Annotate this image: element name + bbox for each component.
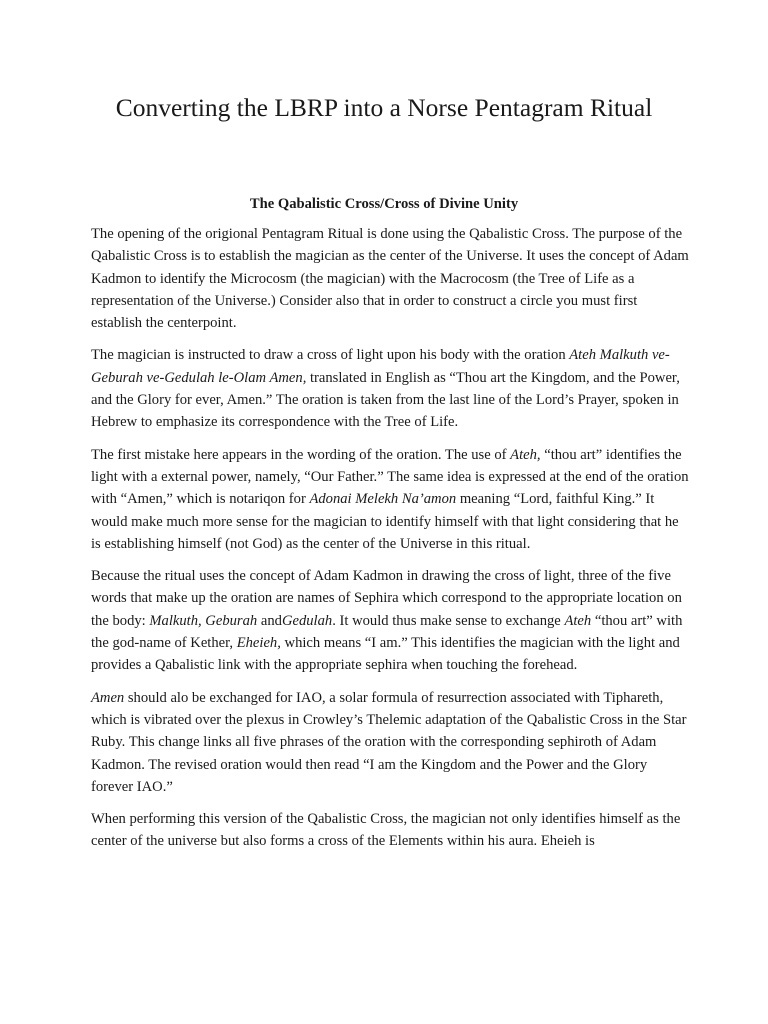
paragraph: [91, 223, 689, 334]
text-run: meaning “Lord, faithful King.” It would make much more sense for the magician to identify himself with that light considering that he is establishing himself (not God) as the center of the Universe in this ritual.: [91, 491, 679, 552]
document-title: Converting the LBRP into a Norse Pentagram Ritual: [115, 93, 653, 122]
text-run: and: [257, 612, 282, 629]
body-text: [91, 223, 689, 863]
paragraph: [91, 565, 689, 676]
text-run: translated in English as “Thou art the Kingdom, and the Power, and the Glory for ever, Amen.” The oration is taken from the last line of the Lord’s Prayer, spoken in Hebrew to emphasize its correspondence with the Tree of Life.: [91, 369, 680, 431]
text-run: The first mistake here appears in the wording of the oration. The use of: [91, 446, 511, 463]
italic-text-run: Malkuth, Geburah: [149, 612, 258, 629]
text-run: When performing this version of the Qabalistic Cross, the magician not only identifies himself as the center of the universe but also forms a cross of the Elements within his aura. Eheieh is: [91, 811, 681, 850]
italic-text-run: Ateh,: [510, 446, 541, 463]
italic-text-run: Amen: [91, 689, 125, 706]
text-run: Because the ritual uses the concept of Adam Kadmon in drawing the cross of light, three of the five words that make up the oration are names of Sephira which correspond to the appropriate location on the body:: [91, 568, 682, 629]
section-heading: The Qabalistic Cross/Cross of Divine Unity: [249, 196, 519, 212]
italic-text-run: Gedulah: [281, 612, 333, 629]
italic-text-run: Eheieh,: [236, 635, 281, 652]
text-run: “thou art” with the god-name of Kether,: [91, 612, 683, 652]
paragraph: [91, 687, 689, 798]
italic-text-run: Adonai Melekh Na’amon: [309, 491, 457, 508]
text-run: The magician is instructed to draw a cross of light upon his body with the oration: [91, 347, 570, 364]
paragraph: [91, 444, 689, 555]
text-run: which means “I am.” This identifies the magician with the light and provides a Qabalistic link with the appropriate sephira when touching the forehead.: [91, 635, 680, 674]
italic-text-run: Ateh: [564, 612, 592, 629]
text-run: “thou art” identifies the light with a external power, namely, “Our Father.” The same idea is expressed at the end of the oration with “Amen,” which is notariqon for: [91, 446, 689, 508]
paragraph: [91, 808, 689, 853]
paragraph: [91, 344, 689, 433]
text-run: The opening of the origional Pentagram Ritual is done using the Qabalistic Cross. The purpose of the Qabalistic Cross is to establish the magician as the center of the Universe. It uses the concept of Adam Kadmon to identify the Microcosm (the magician) with the Macrocosm (the Tree of Life as a representation of the Universe.) Consider also that in order to construct a circle you must first establish the centerpoint.: [91, 226, 689, 332]
text-run: should alo be exchanged for IAO, a solar formula of resurrection associated with Tiphareth, which is vibrated over the plexus in Crowley’s Thelemic adaptation of the Qabalistic Cross in the Star Ruby. This change links all five phrases of the oration with the corresponding sephiroth of Adam Kadmon. The revised oration would then read “I am the Kingdom and the Power and the Glory forever IAO.”: [91, 689, 687, 795]
text-run: . It would thus make sense to exchange: [332, 612, 565, 629]
italic-text-run: Ateh Malkuth ve-Geburah ve-Gedulah le-Olam Amen,: [91, 347, 670, 386]
